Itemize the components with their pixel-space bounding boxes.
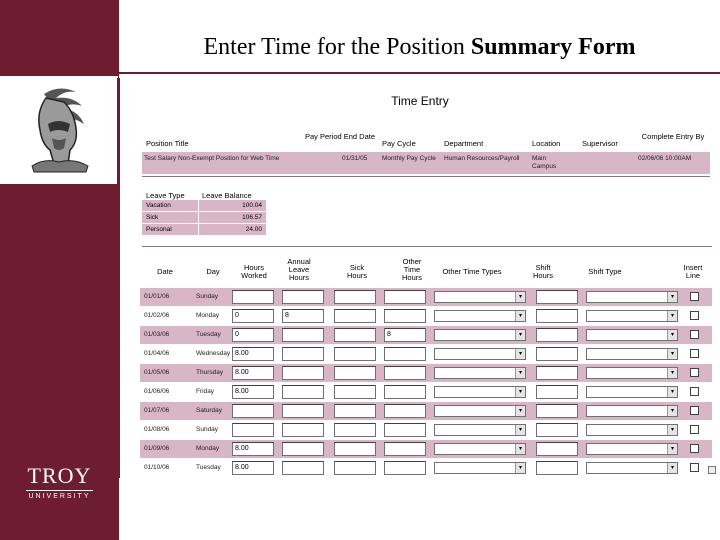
shift-type-select[interactable] — [586, 329, 678, 341]
row-day: Tuesday — [196, 464, 221, 471]
other-time-input[interactable] — [384, 423, 426, 437]
row-day: Tuesday — [196, 331, 221, 338]
leave-bottom-rule — [142, 246, 712, 247]
time-entry-title: Time Entry — [391, 94, 449, 108]
department-cell: Human Resources/Payroll — [444, 155, 520, 162]
hours-worked-input[interactable]: 8.00 — [232, 442, 274, 456]
chevron-down-icon: ▾ — [515, 444, 525, 454]
shift-hours-input[interactable] — [536, 404, 578, 418]
title-divider — [119, 72, 720, 74]
sick-hours-input[interactable] — [334, 290, 376, 304]
row-day: Friday — [196, 388, 215, 395]
insert-line-checkbox[interactable] — [690, 406, 699, 415]
hours-worked-input[interactable] — [232, 290, 274, 304]
scroll-corner[interactable] — [708, 466, 716, 474]
leave-balance: 100.04 — [242, 202, 262, 209]
shift-hours-input[interactable] — [536, 442, 578, 456]
insert-line-checkbox[interactable] — [690, 330, 699, 339]
sick-hours-input[interactable] — [334, 366, 376, 380]
row-date: 01/03/06 — [144, 331, 170, 338]
row-date: 01/01/06 — [144, 293, 170, 300]
chevron-down-icon: ▾ — [667, 292, 677, 302]
hours-worked-input[interactable]: 8.00 — [232, 366, 274, 380]
position-title-cell[interactable]: Test Salary Non-Exempt Position for Web Time — [144, 155, 280, 162]
hdr-annual-leave: Annual Leave Hours — [287, 257, 311, 282]
time-row — [140, 288, 712, 306]
shift-hours-input[interactable] — [536, 290, 578, 304]
shift-type-select[interactable] — [586, 291, 678, 303]
logo-sub: UNIVERSITY — [26, 490, 93, 500]
chevron-down-icon: ▾ — [667, 330, 677, 340]
hdr-other-types: Other Time Types — [442, 267, 502, 276]
other-time-type-select[interactable] — [434, 424, 526, 436]
shift-hours-input[interactable] — [536, 328, 578, 342]
other-time-input[interactable] — [384, 309, 426, 323]
shift-type-select[interactable] — [586, 462, 678, 474]
shift-hours-input[interactable] — [536, 385, 578, 399]
annual-leave-input[interactable] — [282, 404, 324, 418]
shift-type-select[interactable] — [586, 405, 678, 417]
shift-type-select[interactable] — [586, 424, 678, 436]
annual-leave-input[interactable] — [282, 347, 324, 361]
chevron-down-icon: ▾ — [667, 444, 677, 454]
shift-type-select[interactable] — [586, 348, 678, 360]
other-time-input[interactable] — [384, 461, 426, 475]
hdr-shift-hours: Shift Hours — [532, 263, 553, 280]
chevron-down-icon: ▾ — [667, 425, 677, 435]
leave-type: Vacation — [146, 202, 171, 209]
insert-line-checkbox[interactable] — [690, 349, 699, 358]
logo-word: TROY — [27, 463, 92, 488]
location-cell: Main Campus — [532, 155, 557, 170]
insert-line-checkbox[interactable] — [690, 292, 699, 301]
slide-title-bold: Summary Form — [470, 34, 636, 60]
chevron-down-icon: ▾ — [515, 463, 525, 473]
chevron-down-icon: ▾ — [515, 292, 525, 302]
other-time-input[interactable] — [384, 404, 426, 418]
hours-worked-input[interactable]: 8.00 — [232, 385, 274, 399]
other-time-type-select[interactable] — [434, 405, 526, 417]
row-date: 01/02/06 — [144, 312, 170, 319]
time-row — [140, 383, 712, 401]
chevron-down-icon: ▾ — [515, 349, 525, 359]
hdr-department: Department — [444, 139, 484, 148]
leave-row — [142, 212, 266, 224]
hdr-day: Day — [206, 267, 220, 276]
hdr-shift-type: Shift Type — [588, 267, 622, 276]
other-time-type-select[interactable] — [434, 462, 526, 474]
sick-hours-input[interactable] — [334, 385, 376, 399]
leave-balance: 24.00 — [245, 226, 262, 233]
time-row — [140, 421, 712, 439]
hours-worked-input[interactable]: 0 — [232, 309, 274, 323]
time-row — [140, 326, 712, 344]
pay-cycle-cell: Monthly Pay Cycle — [382, 155, 436, 162]
row-date: 01/06/06 — [144, 388, 170, 395]
other-time-type-select[interactable] — [434, 386, 526, 398]
hdr-pay-period-end: Pay Period End Date — [304, 132, 376, 141]
hours-worked-input[interactable]: 8.00 — [232, 347, 274, 361]
leave-row — [142, 224, 266, 236]
chevron-down-icon: ▾ — [667, 311, 677, 321]
hours-worked-input[interactable]: 0 — [232, 328, 274, 342]
hdr-leave-balance: Leave Balance — [202, 191, 252, 200]
chevron-down-icon: ▾ — [515, 368, 525, 378]
mascot-logo — [0, 76, 118, 184]
time-row — [140, 459, 712, 477]
other-time-type-select[interactable] — [434, 329, 526, 341]
hdr-supervisor: Supervisor — [582, 139, 618, 148]
hdr-sick: Sick Hours — [346, 263, 367, 280]
row-date: 01/08/06 — [144, 426, 170, 433]
shift-type-select[interactable] — [586, 386, 678, 398]
leave-type: Sick — [146, 214, 159, 221]
row-day: Wednesday — [196, 350, 231, 357]
position-divider — [142, 176, 710, 177]
annual-leave-input[interactable] — [282, 423, 324, 437]
shift-hours-input[interactable] — [536, 366, 578, 380]
hours-worked-input[interactable] — [232, 404, 274, 418]
annual-leave-input[interactable] — [282, 442, 324, 456]
time-row — [140, 307, 712, 325]
hdr-position-title: Position Title — [146, 139, 189, 148]
insert-line-checkbox[interactable] — [690, 425, 699, 434]
other-time-input[interactable]: 8 — [384, 328, 426, 342]
other-time-input[interactable] — [384, 347, 426, 361]
time-row — [140, 364, 712, 382]
row-day: Thursday — [196, 369, 224, 376]
chevron-down-icon: ▾ — [667, 368, 677, 378]
shift-type-select[interactable] — [586, 310, 678, 322]
chevron-down-icon: ▾ — [515, 425, 525, 435]
hours-worked-input[interactable]: 8.00 — [232, 461, 274, 475]
chevron-down-icon: ▾ — [515, 406, 525, 416]
other-time-type-select[interactable] — [434, 310, 526, 322]
row-date: 01/05/06 — [144, 369, 170, 376]
leave-type: Personal — [146, 226, 172, 233]
sick-hours-input[interactable] — [334, 423, 376, 437]
shift-hours-input[interactable] — [536, 309, 578, 323]
position-row[interactable] — [142, 152, 710, 174]
hours-worked-input[interactable] — [232, 423, 274, 437]
row-day: Sunday — [196, 426, 219, 433]
hdr-pay-cycle: Pay Cycle — [382, 139, 416, 148]
annual-leave-input[interactable] — [282, 366, 324, 380]
time-row — [140, 402, 712, 420]
leave-row — [142, 200, 266, 212]
end-date-cell: 01/31/05 — [342, 155, 368, 162]
slide-title-plain: Enter Time for the Position — [203, 34, 471, 60]
sick-hours-input[interactable] — [334, 442, 376, 456]
shift-type-select[interactable] — [586, 443, 678, 455]
hdr-hours-worked: Hours Worked — [241, 263, 267, 280]
row-day: Saturday — [196, 407, 223, 414]
sick-hours-input[interactable] — [334, 461, 376, 475]
row-date: 01/04/06 — [144, 350, 170, 357]
hdr-date: Date — [157, 267, 173, 276]
insert-line-checkbox[interactable] — [690, 368, 699, 377]
hdr-location: Location — [532, 139, 561, 148]
leave-balance: 106.57 — [242, 214, 262, 221]
insert-line-checkbox[interactable] — [690, 387, 699, 396]
sick-hours-input[interactable] — [334, 309, 376, 323]
chevron-down-icon: ▾ — [667, 463, 677, 473]
other-time-type-select[interactable] — [434, 348, 526, 360]
shift-type-select[interactable] — [586, 367, 678, 379]
row-day: Monday — [196, 312, 220, 319]
university-logo — [0, 464, 119, 500]
sick-hours-input[interactable] — [334, 404, 376, 418]
chevron-down-icon: ▾ — [515, 330, 525, 340]
insert-line-checkbox[interactable] — [690, 444, 699, 453]
annual-leave-input[interactable]: 8 — [282, 309, 324, 323]
hdr-insert-line: Insert Line — [683, 263, 703, 280]
hdr-complete-entry: Complete Entry By — [641, 132, 705, 141]
other-time-type-select[interactable] — [434, 367, 526, 379]
trojan-helmet-icon — [24, 84, 94, 176]
annual-leave-input[interactable] — [282, 461, 324, 475]
other-time-input[interactable] — [384, 290, 426, 304]
sick-hours-input[interactable] — [334, 328, 376, 342]
row-date: 01/10/06 — [144, 464, 170, 471]
annual-leave-input[interactable] — [282, 290, 324, 304]
annual-leave-input[interactable] — [282, 385, 324, 399]
row-date: 01/07/06 — [144, 407, 170, 414]
hdr-leave-type: Leave Type — [146, 191, 185, 200]
hdr-other-time: Other Time Hours — [401, 257, 422, 282]
other-time-input[interactable] — [384, 366, 426, 380]
other-time-input[interactable] — [384, 442, 426, 456]
row-day: Monday — [196, 445, 220, 452]
shift-hours-input[interactable] — [536, 423, 578, 437]
other-time-type-select[interactable] — [434, 291, 526, 303]
chevron-down-icon: ▾ — [515, 387, 525, 397]
time-entry-screenshot — [117, 78, 720, 478]
insert-line-checkbox[interactable] — [690, 463, 699, 472]
complete-by-cell: 02/06/06 10:00AM — [638, 155, 692, 162]
slide-title — [119, 34, 720, 61]
shift-hours-input[interactable] — [536, 461, 578, 475]
insert-line-checkbox[interactable] — [690, 311, 699, 320]
leave-divider — [198, 200, 199, 239]
shift-hours-input[interactable] — [536, 347, 578, 361]
chevron-down-icon: ▾ — [667, 349, 677, 359]
chevron-down-icon: ▾ — [667, 387, 677, 397]
annual-leave-input[interactable] — [282, 328, 324, 342]
other-time-type-select[interactable] — [434, 443, 526, 455]
chevron-down-icon: ▾ — [515, 311, 525, 321]
row-date: 01/09/06 — [144, 445, 170, 452]
other-time-input[interactable] — [384, 385, 426, 399]
sick-hours-input[interactable] — [334, 347, 376, 361]
chevron-down-icon: ▾ — [667, 406, 677, 416]
time-row — [140, 345, 712, 363]
time-row — [140, 440, 712, 458]
leave-balance-table — [142, 200, 266, 236]
row-day: Sunday — [196, 293, 219, 300]
